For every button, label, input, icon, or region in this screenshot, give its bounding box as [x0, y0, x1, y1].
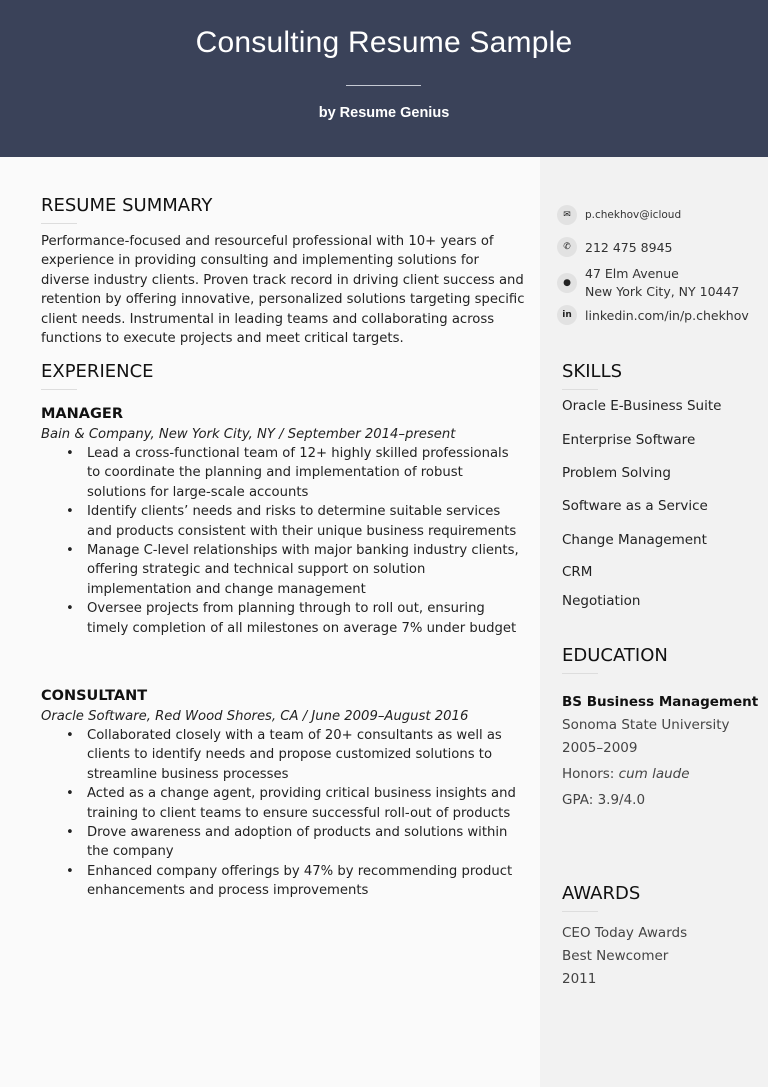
title-divider — [346, 85, 421, 86]
envelope-icon: ✉ — [557, 205, 577, 225]
page-title: Consulting Resume Sample — [195, 26, 573, 59]
experience-heading: EXPERIENCE — [41, 361, 154, 390]
years: 2005–2009 — [562, 740, 638, 756]
gpa: GPA: 3.9/4.0 — [562, 792, 646, 808]
skill-item: Software as a Service — [562, 498, 708, 514]
bullet: • Drove awareness and adoption of products and solutions within the company — [66, 823, 526, 862]
skills-heading: SKILLS — [562, 361, 622, 390]
bullet: • Acted as a change agent, providing critical business insights and training to client teams to ensure successful roll-out of products — [66, 784, 526, 823]
bullet: • Oversee projects from planning through to roll out, ensuring timely completion of all milestones on average 7% under budget — [66, 599, 526, 638]
skill-item: Negotiation — [562, 593, 641, 609]
address-line-1: 47 Elm Avenue — [585, 266, 679, 281]
address-line-2: New York City, NY 10447 — [585, 284, 740, 299]
bullet: • Identify clients’ needs and risks to determine suitable services and products consistent with their unique business requirements — [66, 502, 526, 541]
job-meta: Bain & Company, New York City, NY / September 2014–present — [41, 427, 456, 442]
degree: BS Business Management — [562, 694, 759, 710]
skill-item: Enterprise Software — [562, 432, 696, 448]
bullet: • Lead a cross-functional team of 12+ highly skilled professionals to coordinate the planning and implementation of robust solutions for large-scale accounts — [66, 444, 526, 502]
linkedin-text: linkedin.com/in/p.chekhov — [585, 307, 749, 323]
job-title: MANAGER — [41, 406, 123, 422]
linkedin-icon: in — [557, 305, 577, 325]
skill-item: Oracle E-Business Suite — [562, 398, 722, 414]
job-manager — [41, 406, 526, 638]
contact-address — [557, 265, 739, 301]
award-item: Best Newcomer — [562, 948, 669, 964]
skill-item: CRM — [562, 564, 593, 580]
contact-email — [557, 205, 681, 225]
honors — [562, 763, 690, 786]
awards-heading: AWARDS — [562, 883, 640, 912]
job-consultant — [41, 688, 526, 901]
contact-phone — [557, 237, 672, 257]
summary-text: Performance-focused and resourceful professional with 10+ years of experience in providing consulting and implementing solutions for diverse industry clients. Proven track record in driving client success and retention by offering innovative, personalized solutions targeting specific client needs. Instrumental in leading teams and collaborating across functions to execute projects and meet critical targets. — [41, 234, 525, 347]
byline: by Resume Genius — [318, 105, 450, 121]
education-heading: EDUCATION — [562, 645, 668, 674]
skill-item: Change Management — [562, 532, 707, 548]
school: Sonoma State University — [562, 717, 730, 733]
email-text: p.chekhov@icloud — [585, 209, 682, 221]
contact-linkedin — [557, 305, 749, 325]
bullet: • Manage C-level relationships with major banking industry clients, offering strategic and technical support on solution implementation and change management — [66, 541, 526, 599]
honors-label: Honors: — [562, 766, 615, 782]
location-pin-icon: ● — [557, 273, 577, 293]
award-item: 2011 — [562, 971, 597, 987]
bullet: • Enhanced company offerings by 47% by recommending product enhancements and process improvements — [66, 862, 526, 901]
honors-value: cum laude — [618, 766, 690, 782]
job-title: CONSULTANT — [41, 688, 148, 704]
skill-item: Problem Solving — [562, 465, 671, 481]
phone-text: 212 475 8945 — [585, 239, 673, 255]
summary-heading: RESUME SUMMARY — [41, 195, 212, 224]
job-bullets — [66, 726, 526, 901]
job-meta: Oracle Software, Red Wood Shores, CA / June 2009–August 2016 — [41, 709, 469, 724]
phone-icon: ✆ — [557, 237, 577, 257]
bullet: • Collaborated closely with a team of 20+ consultants as well as clients to identify needs and propose customized solutions to streamline business processes — [66, 726, 526, 784]
award-item: CEO Today Awards — [562, 925, 688, 941]
job-bullets — [66, 444, 526, 638]
header — [0, 0, 768, 157]
